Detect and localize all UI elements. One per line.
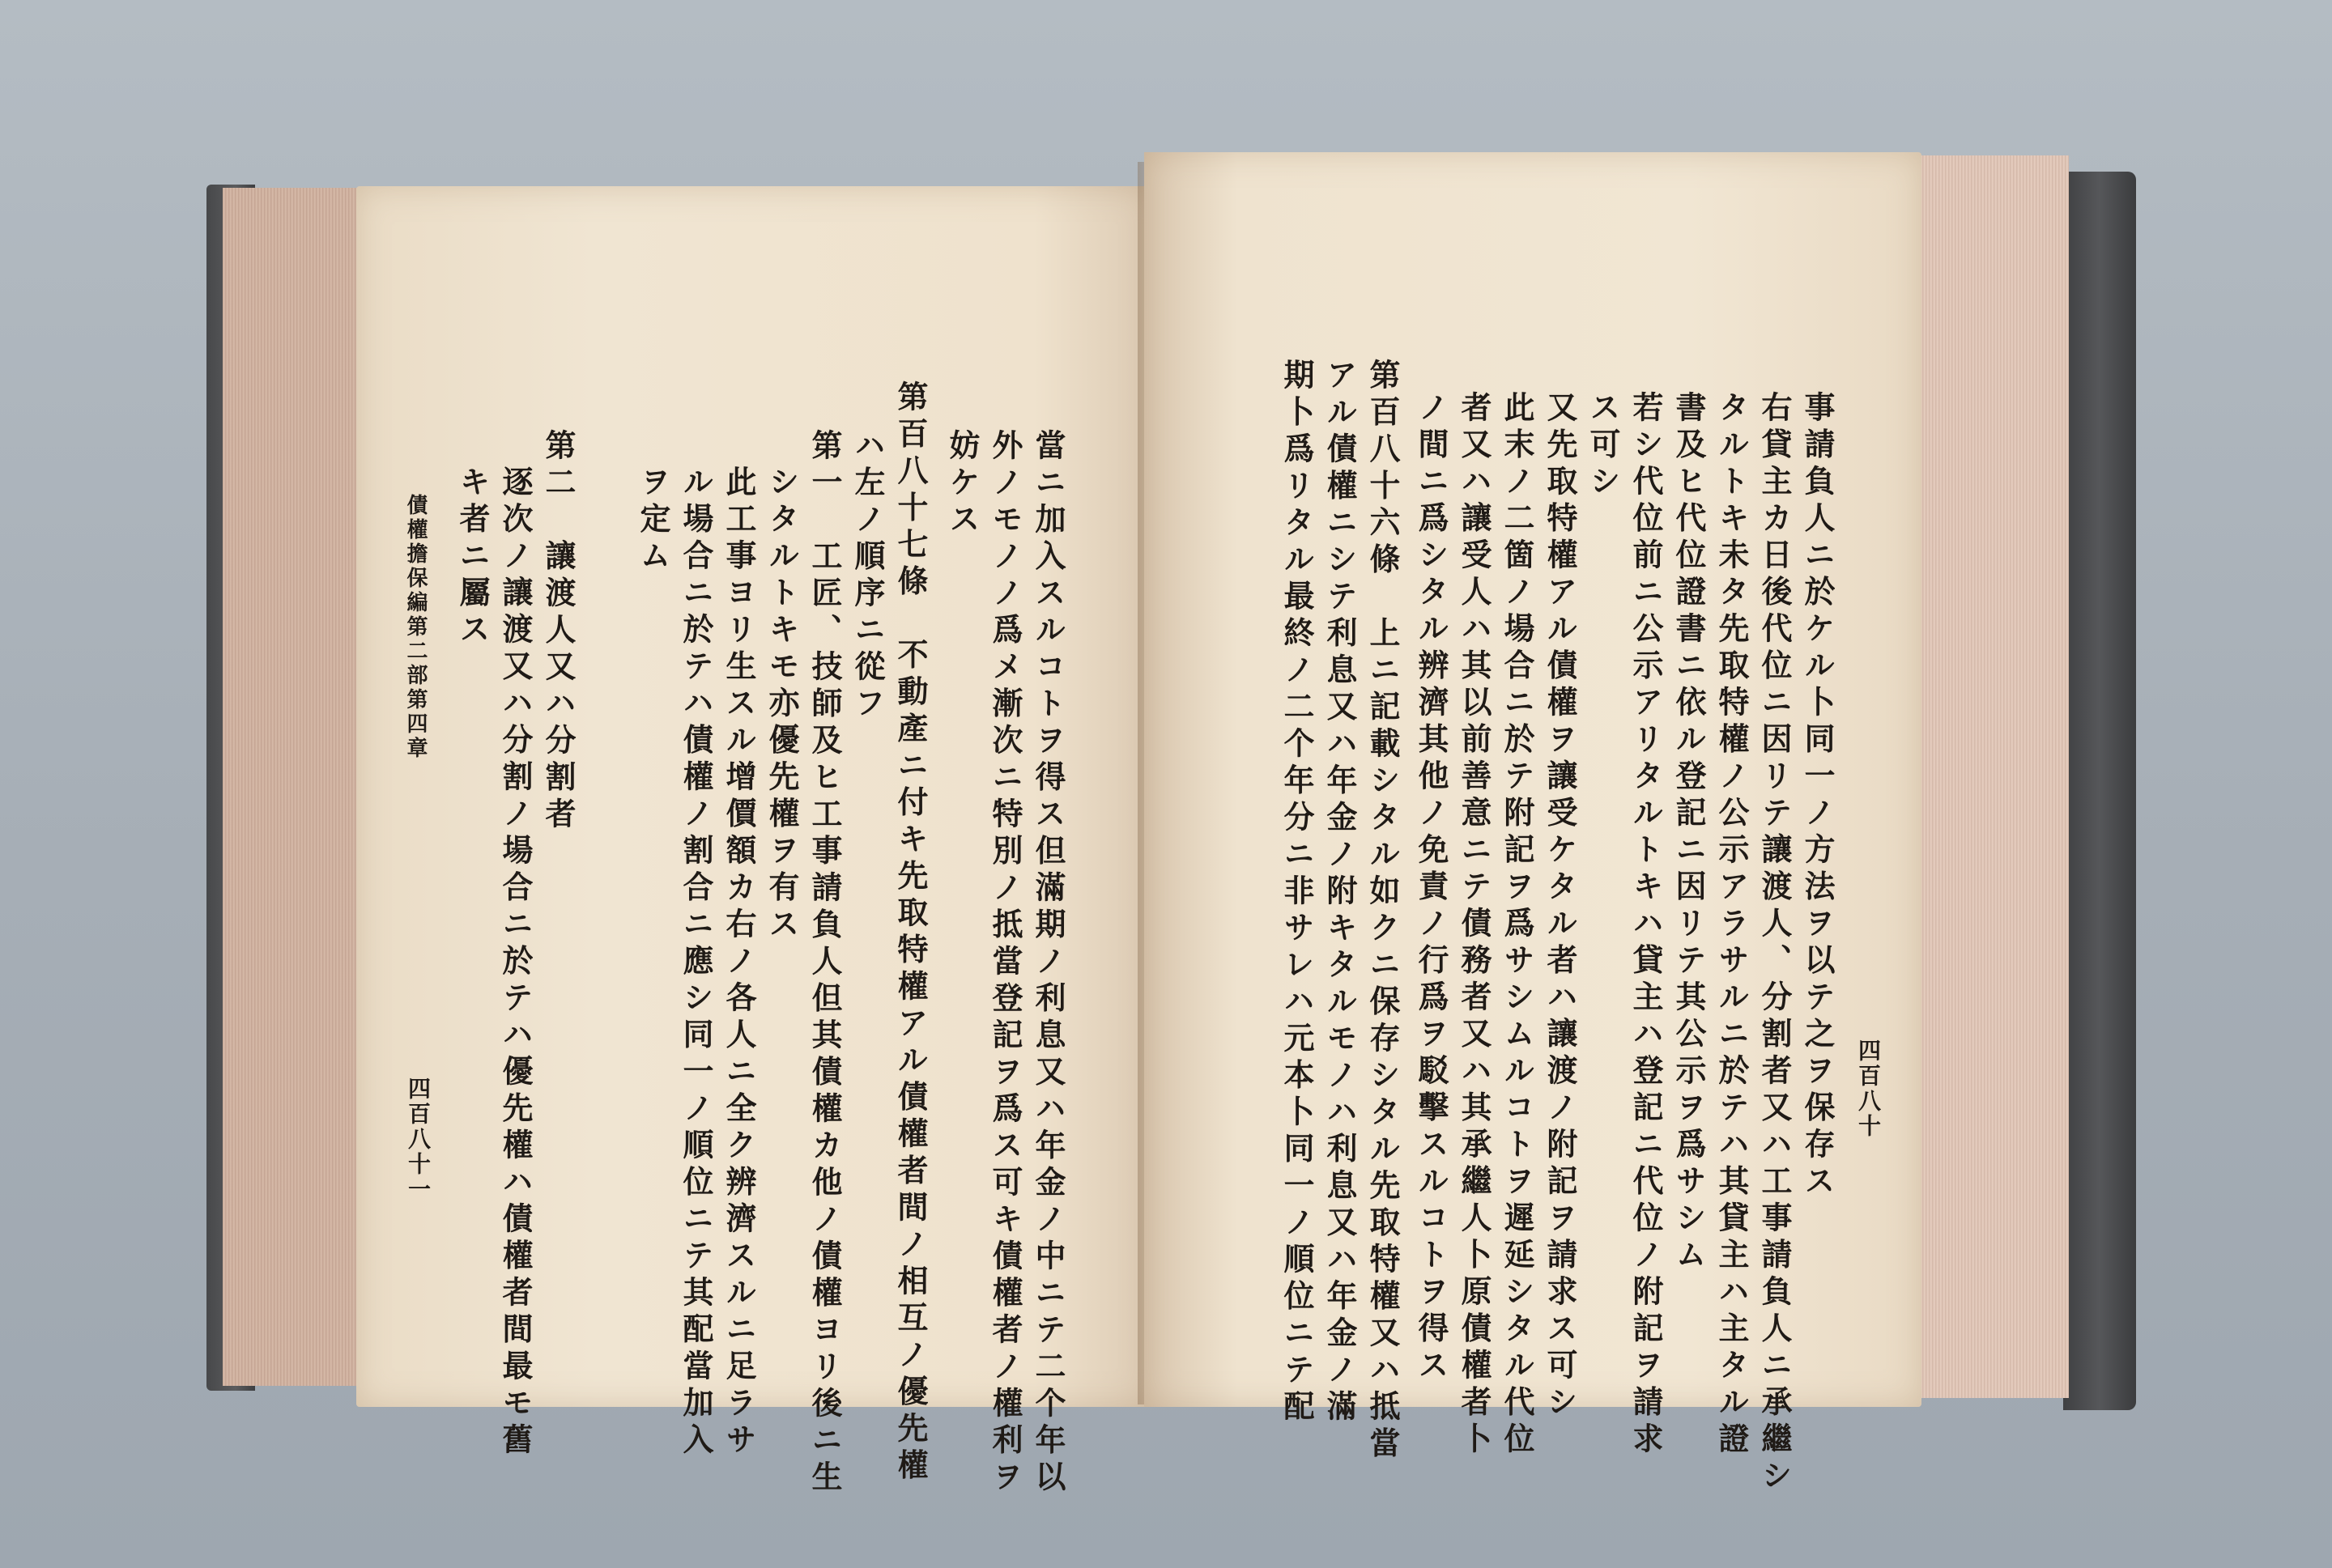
text-column: 事請負人ニ於ケル卜同一ノ方法ヲ以テ之ヲ保存ス xyxy=(1799,391,1836,1201)
text-column: ハ左ノ順序ニ從フ xyxy=(849,429,886,724)
page-edges-right xyxy=(1907,155,2069,1398)
text-column: ヲ定ム xyxy=(635,465,671,576)
text-column: 妨ケス xyxy=(944,429,981,540)
text-column: 當ニ加入スルコトヲ得ス但滿期ノ利息又ハ年金ノ中ニテ二个年以 xyxy=(1030,429,1066,1498)
text-column: 期卜爲リタル最終ノ二个年分ニ非サレハ元本卜同一ノ順位ニテ配 xyxy=(1279,359,1315,1427)
page-number-left: 四百八十一 xyxy=(405,1077,432,1202)
article-heading-187: 第百八十七條 不動產ニ付キ先取特權アル債權者間ノ相互ノ優先權 xyxy=(892,380,929,1485)
text-column: ノ間ニ爲シタル辨濟其他ノ免責ノ行爲ヲ駁擊スルコトヲ得ス xyxy=(1413,391,1449,1386)
text-column: 右貸主カ日後代位ニ因リテ讓渡人、分割者又ハ工事請負人ニ承繼シ xyxy=(1756,391,1793,1496)
text-column: シタルトキモ亦優先權ヲ有ス xyxy=(764,465,800,945)
text-column: ル場合ニ於テハ債權ノ割合ニ應シ同一ノ順位ニテ其配當加入 xyxy=(678,465,714,1460)
text-column: 外ノモノノ爲メ漸次ニ特別ノ抵當登記ヲ爲ス可キ債權者ノ權利ヲ xyxy=(987,429,1023,1498)
text-column: 者又ハ讓受人ハ其以前善意ニテ債務者又ハ其承繼人卜原債權者卜 xyxy=(1456,391,1492,1460)
page-edges-left xyxy=(223,188,360,1386)
text-column: 逐次ノ讓渡又ハ分割ノ場合ニ於テハ優先權ハ債權者間最モ舊 xyxy=(497,465,534,1460)
article-heading-186: 第百八十六條 上ニ記載シタル如クニ保存シタル先取特權又ハ抵當 xyxy=(1364,359,1401,1464)
text-column: 書及ヒ代位證書ニ依ル登記ニ因リテ其公示ヲ爲サシム xyxy=(1670,391,1707,1275)
text-column: 第二 讓渡人又ハ分割者 xyxy=(540,429,577,835)
running-footer: 債權擔保編第二部第四章 xyxy=(403,494,428,761)
right-page xyxy=(1144,152,1921,1496)
text-column: ス可シ xyxy=(1585,391,1621,502)
text-column: 此末ノ二箇ノ場合ニ於テ附記ヲ爲サシムルコトヲ遲延シタル代位 xyxy=(1499,391,1535,1460)
page-number-right: 四百八十 xyxy=(1855,1039,1882,1139)
text-column: タルトキ未タ先取特權ノ公示アラサルニ於テハ其貸主ハ主タル證 xyxy=(1713,391,1750,1460)
text-column: 第一 工匠、技師及ヒ工事請負人但其債權カ他ノ債權ヨリ後ニ生 xyxy=(806,429,843,1498)
text-column: 此工事ヨリ生スル增價額カ右ノ各人ニ全ク辨濟スルニ足ラサ xyxy=(721,465,757,1460)
text-column: 若シ代位前ニ公示アリタルトキハ貸主ハ登記ニ代位ノ附記ヲ請求 xyxy=(1628,391,1664,1460)
left-page xyxy=(356,186,1154,1498)
text-column: 又先取特權アル債權ヲ讓受ケタル者ハ讓渡ノ附記ヲ請求ス可シ xyxy=(1542,391,1578,1422)
text-column: アル債權ニシテ利息又ハ年金ノ附キタルモノハ利息又ハ年金ノ滿 xyxy=(1321,359,1358,1427)
text-column: キ者ニ屬ス xyxy=(454,465,491,650)
book-cover-right xyxy=(2063,172,2136,1410)
